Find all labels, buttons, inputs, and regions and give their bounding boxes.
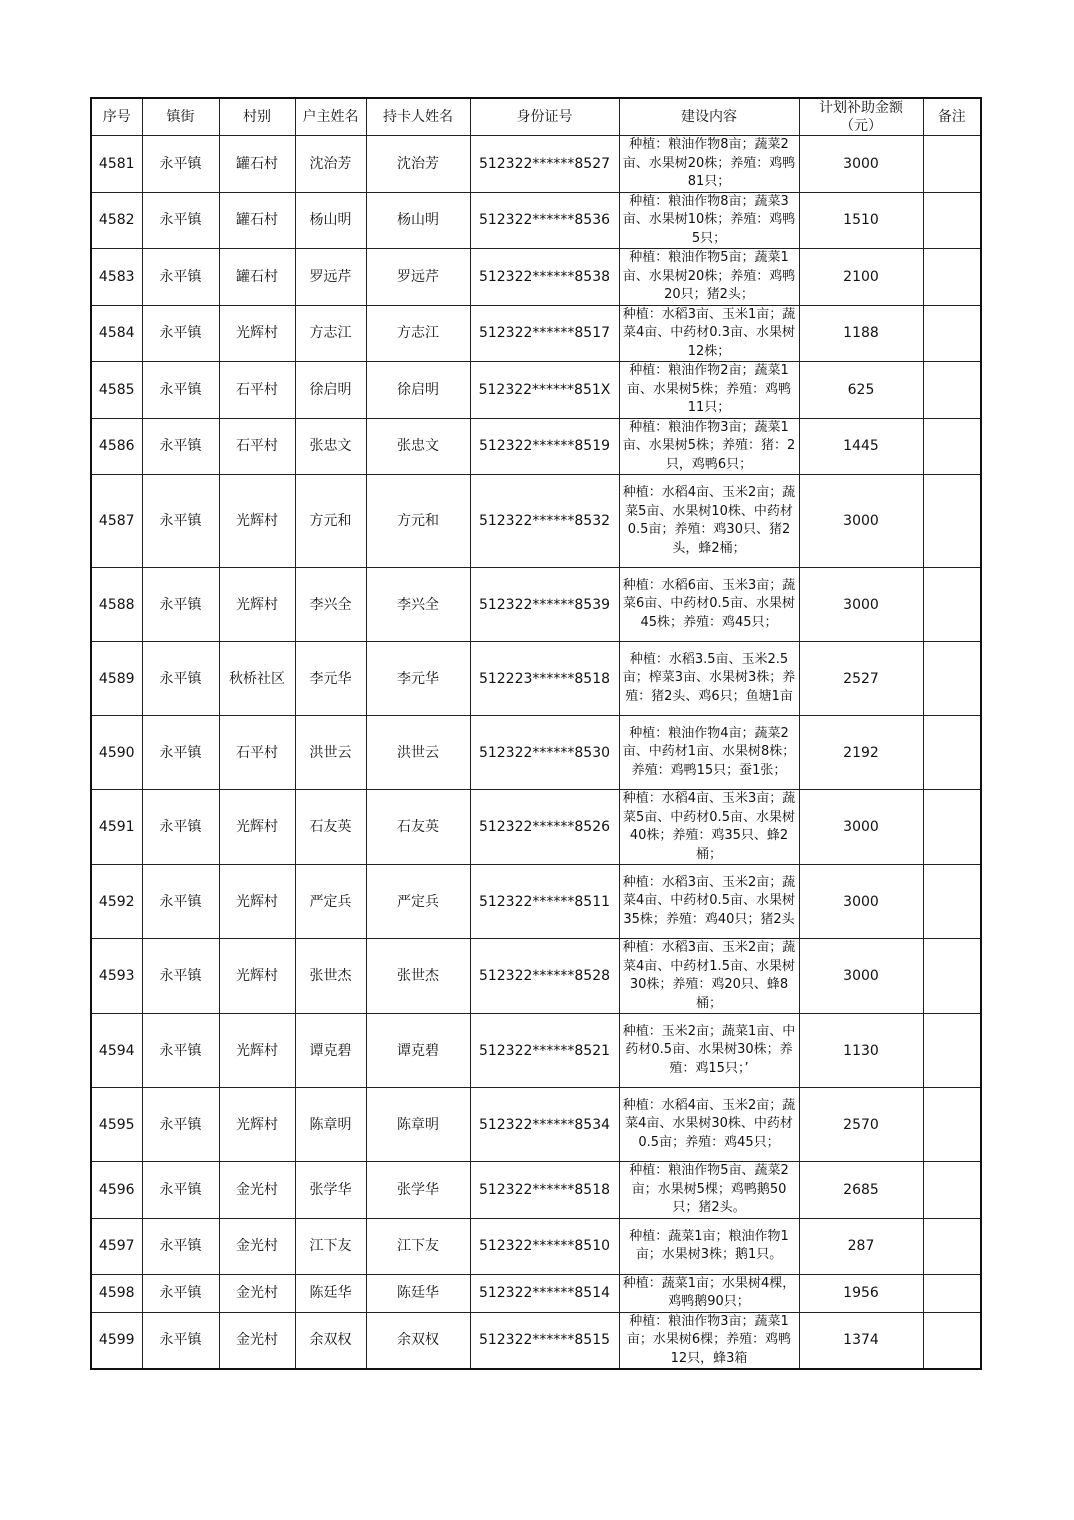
cell-note <box>923 1312 981 1369</box>
cell-owner: 李元华 <box>295 642 366 716</box>
cell-amount: 1510 <box>799 192 923 249</box>
cell-note <box>923 136 981 193</box>
cell-amount: 3000 <box>799 475 923 568</box>
cell-town: 永平镇 <box>142 475 219 568</box>
cell-note <box>923 1274 981 1312</box>
cell-owner: 严定兵 <box>295 865 366 939</box>
cell-village: 金光村 <box>219 1312 295 1369</box>
cell-amount: 1188 <box>799 305 923 362</box>
cell-village: 金光村 <box>219 1274 295 1312</box>
cell-seq: 4592 <box>91 865 142 939</box>
cell-cardholder: 方志江 <box>366 305 470 362</box>
table-row <box>91 305 981 362</box>
table-row <box>91 865 981 939</box>
cell-content: 种植：粮油作物3亩；蔬菜1亩、水果树5株；养殖：猪：2只，鸡鸭6只； <box>619 418 799 475</box>
cell-amount: 3000 <box>799 865 923 939</box>
cell-id: 512322******8518 <box>470 1162 619 1219</box>
cell-town: 永平镇 <box>142 790 219 865</box>
cell-cardholder: 谭克碧 <box>366 1014 470 1088</box>
cell-amount: 625 <box>799 362 923 419</box>
cell-content: 种植：水稻4亩、玉米2亩；蔬菜5亩、水果树10株、中药材0.5亩；养殖：鸡30只、猪2头，蜂2桶； <box>619 475 799 568</box>
cell-id: 512322******8511 <box>470 865 619 939</box>
cell-id: 512322******8510 <box>470 1218 619 1274</box>
cell-seq: 4586 <box>91 418 142 475</box>
cell-id: 512322******8517 <box>470 305 619 362</box>
cell-village: 罐石村 <box>219 136 295 193</box>
cell-content: 种植：蔬菜1亩；粮油作物1亩；水果树3株；鹅1只。 <box>619 1218 799 1274</box>
header-owner: 户主姓名 <box>295 98 366 136</box>
cell-amount: 2527 <box>799 642 923 716</box>
cell-owner: 杨山明 <box>295 192 366 249</box>
cell-amount: 3000 <box>799 939 923 1014</box>
cell-content: 种植：蔬菜1亩；水果树4棵，鸡鸭鹅90只； <box>619 1274 799 1312</box>
cell-town: 永平镇 <box>142 1014 219 1088</box>
cell-cardholder: 李兴全 <box>366 568 470 642</box>
cell-id: 512322******8538 <box>470 249 619 306</box>
header-cardholder: 持卡人姓名 <box>366 98 470 136</box>
cell-id: 512322******851X <box>470 362 619 419</box>
cell-village: 光辉村 <box>219 790 295 865</box>
cell-id: 512322******8536 <box>470 192 619 249</box>
cell-town: 永平镇 <box>142 249 219 306</box>
cell-seq: 4596 <box>91 1162 142 1219</box>
cell-amount: 3000 <box>799 568 923 642</box>
cell-note <box>923 1088 981 1162</box>
cell-village: 罐石村 <box>219 249 295 306</box>
table-row <box>91 790 981 865</box>
cell-village: 光辉村 <box>219 939 295 1014</box>
cell-village: 金光村 <box>219 1218 295 1274</box>
cell-note <box>923 1218 981 1274</box>
cell-content: 种植：粮油作物2亩；蔬菜1亩、水果树5株；养殖：鸡鸭11只； <box>619 362 799 419</box>
cell-owner: 洪世云 <box>295 716 366 790</box>
cell-amount: 3000 <box>799 790 923 865</box>
cell-seq: 4583 <box>91 249 142 306</box>
cell-seq: 4587 <box>91 475 142 568</box>
cell-amount: 3000 <box>799 136 923 193</box>
cell-cardholder: 杨山明 <box>366 192 470 249</box>
cell-town: 永平镇 <box>142 1162 219 1219</box>
cell-note <box>923 362 981 419</box>
cell-note <box>923 642 981 716</box>
cell-cardholder: 张忠文 <box>366 418 470 475</box>
cell-village: 光辉村 <box>219 475 295 568</box>
cell-seq: 4597 <box>91 1218 142 1274</box>
table-row <box>91 939 981 1014</box>
cell-town: 永平镇 <box>142 865 219 939</box>
cell-note <box>923 1162 981 1219</box>
cell-seq: 4598 <box>91 1274 142 1312</box>
cell-town: 永平镇 <box>142 642 219 716</box>
cell-note <box>923 790 981 865</box>
cell-amount: 1130 <box>799 1014 923 1088</box>
cell-seq: 4590 <box>91 716 142 790</box>
cell-note <box>923 192 981 249</box>
cell-village: 光辉村 <box>219 305 295 362</box>
cell-village: 光辉村 <box>219 1014 295 1088</box>
cell-seq: 4588 <box>91 568 142 642</box>
cell-town: 永平镇 <box>142 1088 219 1162</box>
table-row <box>91 642 981 716</box>
cell-seq: 4581 <box>91 136 142 193</box>
cell-content: 种植：水稻3.5亩、玉米2.5亩；榨菜3亩、水果树3株；养殖：猪2头、鸡6只；鱼塘1亩 <box>619 642 799 716</box>
cell-content: 种植：水稻3亩、玉米1亩；蔬菜4亩、中药材0.3亩、水果树12株； <box>619 305 799 362</box>
header-note: 备注 <box>923 98 981 136</box>
table-row <box>91 568 981 642</box>
cell-owner: 陈廷华 <box>295 1274 366 1312</box>
cell-owner: 余双权 <box>295 1312 366 1369</box>
cell-content: 种植：水稻4亩、玉米2亩；蔬菜4亩、水果树30株、中药材0.5亩；养殖：鸡45只； <box>619 1088 799 1162</box>
cell-seq: 4593 <box>91 939 142 1014</box>
cell-content: 种植：粮油作物5亩；蔬菜1亩、水果树20株；养殖：鸡鸭20只；猪2头； <box>619 249 799 306</box>
cell-note <box>923 568 981 642</box>
cell-cardholder: 陈章明 <box>366 1088 470 1162</box>
table-row <box>91 192 981 249</box>
cell-id: 512322******8532 <box>470 475 619 568</box>
cell-note <box>923 939 981 1014</box>
cell-owner: 张学华 <box>295 1162 366 1219</box>
cell-town: 永平镇 <box>142 568 219 642</box>
cell-note <box>923 716 981 790</box>
table-row <box>91 475 981 568</box>
cell-owner: 陈章明 <box>295 1088 366 1162</box>
cell-id: 512322******8534 <box>470 1088 619 1162</box>
cell-cardholder: 陈廷华 <box>366 1274 470 1312</box>
cell-seq: 4595 <box>91 1088 142 1162</box>
subsidy-table <box>90 97 982 1370</box>
cell-cardholder: 徐启明 <box>366 362 470 419</box>
cell-note <box>923 249 981 306</box>
cell-village: 石平村 <box>219 716 295 790</box>
cell-owner: 徐启明 <box>295 362 366 419</box>
cell-note <box>923 418 981 475</box>
cell-id: 512322******8530 <box>470 716 619 790</box>
cell-village: 光辉村 <box>219 1088 295 1162</box>
cell-owner: 方元和 <box>295 475 366 568</box>
cell-town: 永平镇 <box>142 1274 219 1312</box>
cell-cardholder: 石友英 <box>366 790 470 865</box>
cell-seq: 4599 <box>91 1312 142 1369</box>
table-row <box>91 1088 981 1162</box>
cell-owner: 沈治芳 <box>295 136 366 193</box>
cell-id: 512322******8521 <box>470 1014 619 1088</box>
cell-note <box>923 1014 981 1088</box>
cell-content: 种植：粮油作物5亩、蔬菜2亩；水果树5棵；鸡鸭鹅50只；猪2头。 <box>619 1162 799 1219</box>
cell-owner: 谭克碧 <box>295 1014 366 1088</box>
cell-village: 石平村 <box>219 418 295 475</box>
table-row <box>91 1218 981 1274</box>
cell-village: 金光村 <box>219 1162 295 1219</box>
cell-cardholder: 张世杰 <box>366 939 470 1014</box>
table-row <box>91 1014 981 1088</box>
cell-seq: 4584 <box>91 305 142 362</box>
cell-content: 种植：水稻3亩、玉米2亩；蔬菜4亩、中药材1.5亩、水果树30株；养殖：鸡20只、蜂8桶； <box>619 939 799 1014</box>
cell-seq: 4594 <box>91 1014 142 1088</box>
table-row <box>91 1162 981 1219</box>
cell-cardholder: 张学华 <box>366 1162 470 1219</box>
cell-town: 永平镇 <box>142 939 219 1014</box>
cell-seq: 4585 <box>91 362 142 419</box>
cell-cardholder: 余双权 <box>366 1312 470 1369</box>
cell-village: 罐石村 <box>219 192 295 249</box>
cell-content: 种植：水稻3亩、玉米2亩；蔬菜4亩、中药材0.5亩、水果树35株；养殖：鸡40只；猪2头 <box>619 865 799 939</box>
cell-cardholder: 罗远芹 <box>366 249 470 306</box>
table-row <box>91 249 981 306</box>
cell-amount: 2192 <box>799 716 923 790</box>
cell-content: 种植：水稻4亩、玉米3亩；蔬菜5亩、中药材0.5亩、水果树40株；养殖：鸡35只、蜂2桶； <box>619 790 799 865</box>
cell-content: 种植：粮油作物8亩；蔬菜3亩、水果树10株；养殖：鸡鸭5只； <box>619 192 799 249</box>
header-content: 建设内容 <box>619 98 799 136</box>
table-row <box>91 418 981 475</box>
cell-amount: 1956 <box>799 1274 923 1312</box>
cell-town: 永平镇 <box>142 362 219 419</box>
cell-town: 永平镇 <box>142 716 219 790</box>
cell-village: 光辉村 <box>219 865 295 939</box>
table-row <box>91 1274 981 1312</box>
cell-owner: 罗远芹 <box>295 249 366 306</box>
cell-id: 512223******8518 <box>470 642 619 716</box>
cell-cardholder: 洪世云 <box>366 716 470 790</box>
table-row <box>91 136 981 193</box>
cell-village: 石平村 <box>219 362 295 419</box>
cell-amount: 2570 <box>799 1088 923 1162</box>
cell-seq: 4591 <box>91 790 142 865</box>
cell-note <box>923 865 981 939</box>
cell-town: 永平镇 <box>142 305 219 362</box>
header-row <box>91 98 981 136</box>
cell-id: 512322******8527 <box>470 136 619 193</box>
cell-owner: 张忠文 <box>295 418 366 475</box>
cell-town: 永平镇 <box>142 418 219 475</box>
cell-id: 512322******8519 <box>470 418 619 475</box>
cell-cardholder: 江下友 <box>366 1218 470 1274</box>
cell-owner: 李兴全 <box>295 568 366 642</box>
cell-owner: 江下友 <box>295 1218 366 1274</box>
header-amount-line1: 计划补助金额 <box>819 100 903 116</box>
cell-content: 种植：粮油作物4亩；蔬菜2亩、中药材1亩、水果树8株；养殖：鸡鸭15只；蚕1张； <box>619 716 799 790</box>
cell-id: 512322******8515 <box>470 1312 619 1369</box>
cell-content: 种植：粮油作物8亩；蔬菜2亩、水果树20株；养殖：鸡鸭81只； <box>619 136 799 193</box>
cell-cardholder: 李元华 <box>366 642 470 716</box>
cell-amount: 1374 <box>799 1312 923 1369</box>
header-village: 村别 <box>219 98 295 136</box>
cell-amount: 1445 <box>799 418 923 475</box>
cell-town: 永平镇 <box>142 1312 219 1369</box>
header-seq: 序号 <box>91 98 142 136</box>
cell-owner: 张世杰 <box>295 939 366 1014</box>
cell-owner: 石友英 <box>295 790 366 865</box>
header-amount <box>799 98 923 136</box>
cell-town: 永平镇 <box>142 1218 219 1274</box>
cell-note <box>923 305 981 362</box>
cell-amount: 2100 <box>799 249 923 306</box>
cell-town: 永平镇 <box>142 192 219 249</box>
cell-note <box>923 475 981 568</box>
cell-id: 512322******8514 <box>470 1274 619 1312</box>
header-town: 镇街 <box>142 98 219 136</box>
cell-amount: 2685 <box>799 1162 923 1219</box>
table-row <box>91 716 981 790</box>
cell-id: 512322******8539 <box>470 568 619 642</box>
cell-cardholder: 严定兵 <box>366 865 470 939</box>
cell-content: 种植：粮油作物3亩；蔬菜1亩；水果树6棵；养殖：鸡鸭12只，蜂3箱 <box>619 1312 799 1369</box>
cell-village: 秋桥社区 <box>219 642 295 716</box>
cell-seq: 4589 <box>91 642 142 716</box>
header-id: 身份证号 <box>470 98 619 136</box>
cell-content: 种植：玉米2亩；蔬菜1亩、中药材0.5亩、水果树30株；养殖：鸡15只；’ <box>619 1014 799 1088</box>
cell-amount: 287 <box>799 1218 923 1274</box>
header-amount-line2: （元） <box>840 118 882 134</box>
cell-town: 永平镇 <box>142 136 219 193</box>
cell-village: 光辉村 <box>219 568 295 642</box>
cell-seq: 4582 <box>91 192 142 249</box>
cell-cardholder: 沈治芳 <box>366 136 470 193</box>
table-row <box>91 1312 981 1369</box>
table-row <box>91 362 981 419</box>
cell-cardholder: 方元和 <box>366 475 470 568</box>
cell-content: 种植：水稻6亩、玉米3亩；蔬菜6亩、中药材0.5亩、水果树45株；养殖：鸡45只； <box>619 568 799 642</box>
cell-id: 512322******8528 <box>470 939 619 1014</box>
cell-owner: 方志江 <box>295 305 366 362</box>
cell-id: 512322******8526 <box>470 790 619 865</box>
